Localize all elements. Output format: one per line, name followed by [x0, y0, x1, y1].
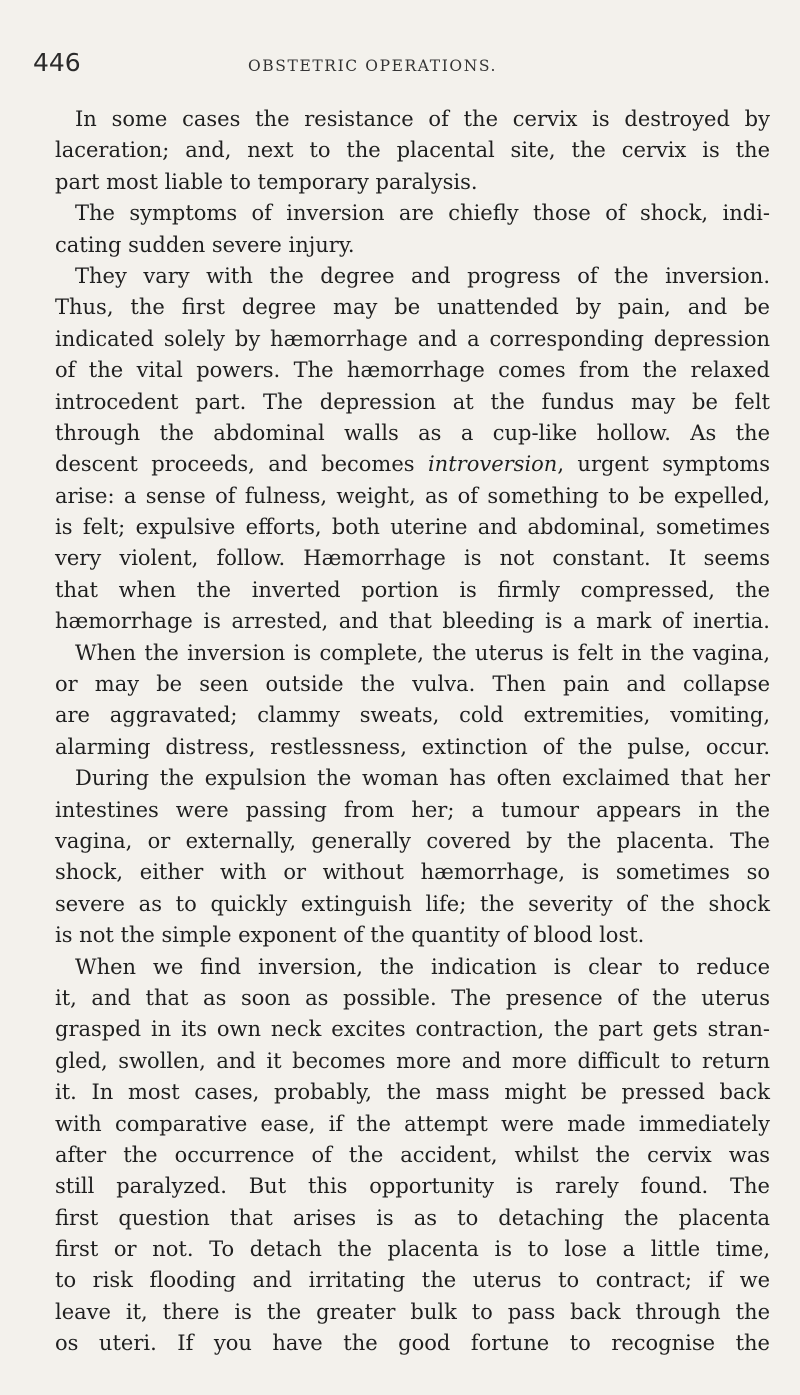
text-line: grasped in its own neck excites contraction, the part gets stran-: [55, 1017, 770, 1042]
text-line: of the vital powers. The hæmorrhage comes from the relaxed: [55, 358, 770, 383]
text-line: through the abdominal walls as a cup-like hollow. As the: [55, 420, 770, 445]
text-line: is felt; expulsive efforts, both uterine and abdominal, sometimes: [55, 515, 770, 540]
text-line: are aggravated; clammy sweats, cold extremities, vomiting,: [55, 703, 770, 728]
text-line: to risk flooding and irritating the uterus to contract; if we: [55, 1268, 770, 1293]
text-line: still paralyzed. But this opportunity is rarely found. The: [55, 1174, 770, 1199]
text-line: The symptoms of inversion are chiefly those of shock, indi-: [75, 201, 770, 226]
text-line: When we find inversion, the indication is clear to reduce: [75, 954, 770, 979]
text-line: os uteri. If you have the good fortune to recognise the: [55, 1331, 770, 1356]
text-line: alarming distress, restlessness, extinction of the pulse, occur.: [55, 734, 770, 759]
text-line: arise: a sense of fulness, weight, as of something to be expelled,: [55, 483, 770, 508]
text-line: very violent, follow. Hæmorrhage is not constant. It seems: [55, 546, 770, 571]
page-number: 446: [33, 48, 81, 77]
text-line: laceration; and, next to the placental site, the cervix is the: [55, 138, 770, 163]
text-line: with comparative ease, if the attempt were made immediately: [55, 1111, 770, 1136]
text-line: intestines were passing from her; a tumour appears in the: [55, 797, 770, 822]
text-line: During the expulsion the woman has often exclaimed that her: [75, 766, 770, 791]
text-line: When the inversion is complete, the uterus is felt in the vagina,: [75, 640, 770, 665]
text-line: introcedent part. The depression at the fundus may be felt: [55, 389, 770, 414]
text-line: is not the simple exponent of the quantity of blood lost.: [55, 923, 645, 948]
body-text: [55, 104, 770, 1360]
text-line: indicated solely by hæmorrhage and a corresponding depression: [55, 326, 770, 351]
text-line: In some cases the resistance of the cervix is destroyed by: [75, 107, 770, 131]
italic-term: introversion: [427, 452, 558, 477]
text-line: cating sudden severe injury.: [55, 232, 355, 257]
text-line: that when the inverted portion is firmly compressed, the: [55, 577, 770, 602]
text-line: first or not. To detach the placenta is to lose a little time,: [55, 1237, 770, 1262]
text-line: descent proceeds, and becomes introversion, urgent symptoms: [55, 452, 770, 477]
text-line: gled, swollen, and it becomes more and more difficult to return: [55, 1048, 770, 1073]
text-line: it. In most cases, probably, the mass might be pressed back: [55, 1080, 770, 1105]
page-header: [33, 48, 760, 78]
text-line: They vary with the degree and progress of the inversion.: [75, 263, 770, 288]
text-line: after the occurrence of the accident, whilst the cervix was: [55, 1142, 770, 1167]
running-title: OBSTETRIC OPERATIONS.: [248, 57, 498, 75]
text-line: vagina, or externally, generally covered by the placenta. The: [55, 828, 770, 853]
text-line: Thus, the first degree may be unattended by pain, and be: [55, 295, 770, 320]
text-line: or may be seen outside the vulva. Then pain and collapse: [55, 672, 770, 697]
text-line: part most liable to temporary paralysis.: [55, 169, 478, 194]
text-line: hæmorrhage is arrested, and that bleeding is a mark of inertia.: [55, 609, 770, 634]
text-line: severe as to quickly extinguish life; the severity of the shock: [55, 891, 770, 916]
text-line: shock, either with or without hæmorrhage, is sometimes so: [55, 860, 770, 885]
text-line: it, and that as soon as possible. The presence of the uterus: [55, 985, 770, 1010]
text-line: first question that arises is as to detaching the placenta: [55, 1205, 770, 1230]
text-line: leave it, there is the greater bulk to pass back through the: [55, 1299, 770, 1324]
